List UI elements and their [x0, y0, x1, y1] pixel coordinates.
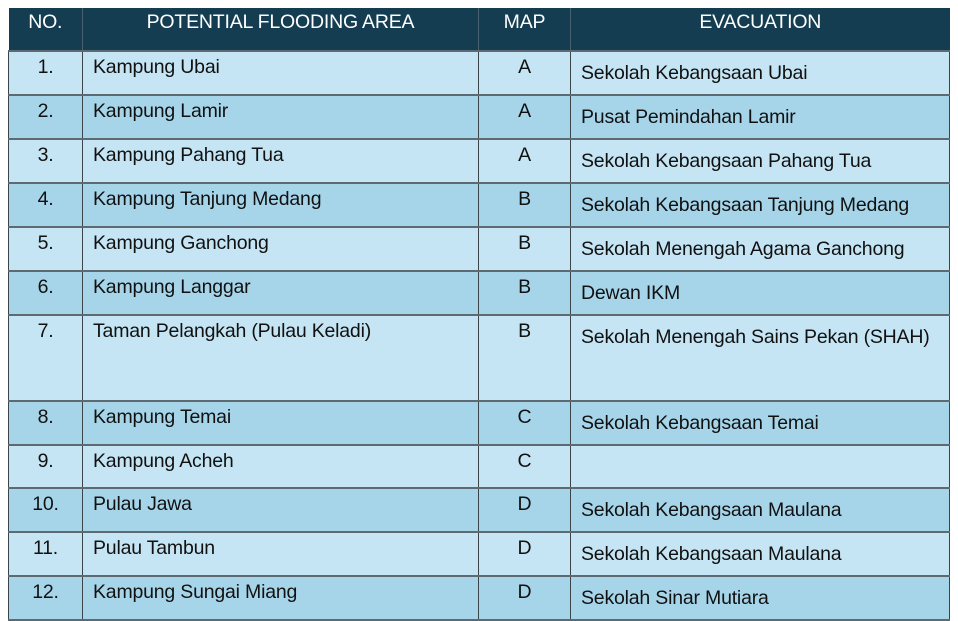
cell-no: 12.	[9, 576, 83, 620]
header-row	[9, 8, 950, 51]
table-row	[9, 315, 950, 401]
table-row	[9, 183, 950, 227]
table-row	[9, 51, 950, 95]
cell-area: Kampung Acheh	[83, 445, 479, 488]
cell-area: Kampung Ganchong	[83, 227, 479, 271]
cell-area: Pulau Jawa	[83, 488, 479, 532]
cell-map: B	[479, 315, 571, 401]
table-row	[9, 445, 950, 488]
cell-evacuation: Sekolah Kebangsaan Temai	[571, 401, 950, 445]
table-row	[9, 95, 950, 139]
cell-no: 6.	[9, 271, 83, 315]
cell-no: 9.	[9, 445, 83, 488]
cell-area: Kampung Ubai	[83, 51, 479, 95]
cell-no: 4.	[9, 183, 83, 227]
cell-no: 7.	[9, 315, 83, 401]
cell-evacuation: Pusat Pemindahan Lamir	[571, 95, 950, 139]
cell-no: 5.	[9, 227, 83, 271]
cell-map: D	[479, 576, 571, 620]
cell-area: Kampung Sungai Miang	[83, 576, 479, 620]
cell-evacuation: Sekolah Kebangsaan Ubai	[571, 51, 950, 95]
cell-area: Kampung Tanjung Medang	[83, 183, 479, 227]
cell-area: Kampung Lamir	[83, 95, 479, 139]
cell-no: 2.	[9, 95, 83, 139]
cell-map: D	[479, 488, 571, 532]
header-map: MAP	[479, 8, 571, 51]
cell-evacuation: Sekolah Kebangsaan Pahang Tua	[571, 139, 950, 183]
cell-area: Kampung Temai	[83, 401, 479, 445]
cell-evacuation: Sekolah Menengah Agama Ganchong	[571, 227, 950, 271]
table-row	[9, 576, 950, 620]
cell-map: B	[479, 227, 571, 271]
cell-area: Kampung Langgar	[83, 271, 479, 315]
cell-no: 10.	[9, 488, 83, 532]
cell-no: 1.	[9, 51, 83, 95]
header-no: NO.	[9, 8, 83, 51]
cell-map: A	[479, 51, 571, 95]
table-header	[9, 8, 950, 51]
cell-map: B	[479, 271, 571, 315]
table-row	[9, 139, 950, 183]
cell-evacuation: Sekolah Kebangsaan Maulana	[571, 532, 950, 576]
cell-map: B	[479, 183, 571, 227]
cell-map: C	[479, 401, 571, 445]
cell-evacuation: Sekolah Kebangsaan Tanjung Medang	[571, 183, 950, 227]
table-row	[9, 227, 950, 271]
cell-evacuation: Sekolah Kebangsaan Maulana	[571, 488, 950, 532]
cell-no: 8.	[9, 401, 83, 445]
cell-map: A	[479, 139, 571, 183]
table-row	[9, 401, 950, 445]
cell-area: Kampung Pahang Tua	[83, 139, 479, 183]
table-row	[9, 271, 950, 315]
cell-no: 3.	[9, 139, 83, 183]
header-evacuation: EVACUATION	[571, 8, 950, 51]
header-area: POTENTIAL FLOODING AREA	[83, 8, 479, 51]
cell-map: C	[479, 445, 571, 488]
cell-area: Taman Pelangkah (Pulau Keladi)	[83, 315, 479, 401]
cell-evacuation: Sekolah Menengah Sains Pekan (SHAH)	[571, 315, 950, 401]
table-row	[9, 532, 950, 576]
cell-evacuation: Dewan IKM	[571, 271, 950, 315]
table-row	[9, 488, 950, 532]
flooding-evacuation-table	[8, 8, 950, 621]
cell-area: Pulau Tambun	[83, 532, 479, 576]
cell-map: D	[479, 532, 571, 576]
cell-evacuation	[571, 445, 950, 488]
table-body	[9, 51, 950, 620]
cell-map: A	[479, 95, 571, 139]
cell-evacuation: Sekolah Sinar Mutiara	[571, 576, 950, 620]
cell-no: 11.	[9, 532, 83, 576]
